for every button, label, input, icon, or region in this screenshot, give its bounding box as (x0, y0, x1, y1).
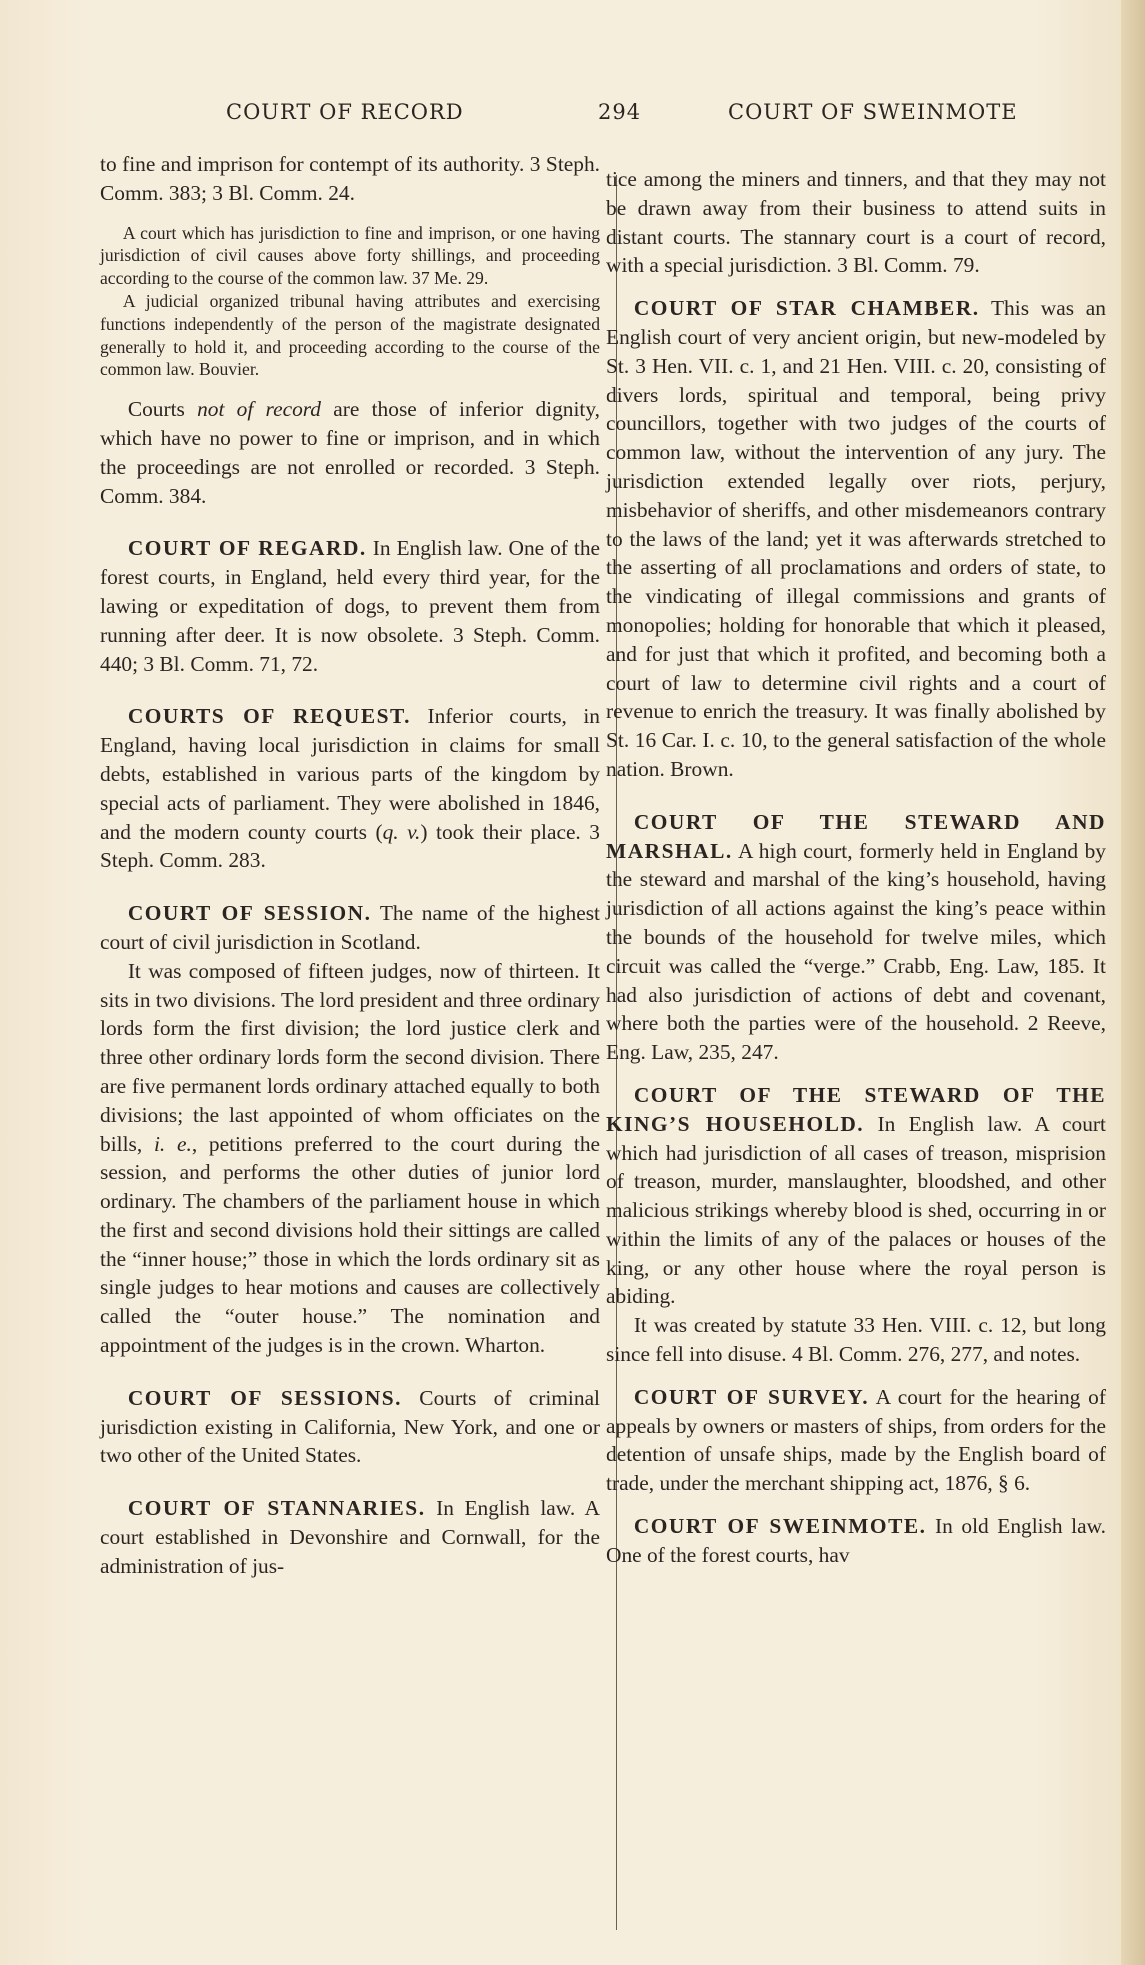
entry-court-of-regard: COURT OF REGARD. In English law. One of the forest courts, in England, held every third year, for the lawing or expeditation of dogs, to prevent them from running after deer. It is now obsolete. 3 Steph. Comm. 440; 3 Bl. Comm. 71, 72. (100, 536, 601, 676)
continued-paragraph: tice among the miners and tinners, and that they may not be drawn away from their business to attend suits in distant courts. The stannary court is a court of record, with a special jurisdiction. 3 Bl. Comm. 79. (606, 167, 1106, 278)
entry-headword: COURT OF SWEINMOTE. (633, 1514, 927, 1539)
entry-headword: COURTS OF REQUEST. (127, 704, 412, 729)
right-column (606, 165, 1106, 1570)
entry-courts-of-request: COURTS OF REQUEST. Inferior courts, in England, having local jurisdiction in claims for small debts, established in various parts of the kingdom by special acts of parliament. They were abolished in 1846, and the modern county courts (q. v.) took their place. 3 Steph. Comm. 283. (100, 704, 600, 873)
entry-headword: COURT OF SESSIONS. (127, 1385, 403, 1410)
entry-court-of-steward-and-marshal: COURT OF THE STEWARD AND MARSHAL. A high court, formerly held in England by the steward and marshal of the king’s household, having jurisdiction of all actions against the king’s peace within the bounds of the household for twelve miles, which circuit was called the “verge.” Crabb, Eng. Law, 185. It had also jurisdiction of actions of debt and covenant, where both the parties were of the household. 2 Reeve, Eng. Law, 235, 247. (606, 809, 1106, 1065)
header-left-term: COURT OF RECORD (226, 100, 464, 124)
entry-headword: COURT OF SURVEY. (633, 1384, 870, 1409)
definition-note: A judicial organized tribunal having attributes and exercising functions independently of the person of the magistrate designated generally to hold it, and proceeding according to the course of the common law. Bouvier. (100, 290, 600, 380)
entry-headword: COURT OF THE STEWARD OF THE KING’S HOUSEHOLD. (606, 1082, 1106, 1136)
entry-court-of-star-chamber: COURT OF STAR CHAMBER. This was an English court of very ancient origin, but new-modeled by St. 3 Hen. VII. c. 1, and 21 Hen. VIII. c. 20, consisting of divers lords, spiritual and temporal, being privy councillors, together with two judges of the courts of common law, without the intervention of any jury. The jurisdiction extended legally over riots, perjury, misbehavior of sheriffs, and other misdemeanors contrary to the laws of the land; yet it was afterwards stretched to the asserting of all proclamations and orders of state, to the vindicating of illegal commissions and grants of monopolies; holding for honorable that which it pleased, and for just that which it profited, and becoming both a court of law to determine civil rights and a court of revenue to enrich the treasury. It was finally abolished by St. 16 Car. I. c. 10, to the general satisfaction of the whole nation. Brown. (606, 296, 1106, 781)
entry-court-of-steward-of-household: COURT OF THE STEWARD OF THE KING’S HOUSEHOLD. In English law. A court which had jurisdiction of all cases of treason, misprision of treason, murder, manslaughter, bloodshed, and other malicious strikings whereby blood is shed, occurring in or within the limits of any of the palaces or houses of the king, or any other house where the royal person is abiding. (606, 1082, 1106, 1309)
entry-headword: COURT OF THE STEWARD AND MARSHAL. (606, 809, 1106, 863)
entry-court-of-stannaries: COURT OF STANNARIES. In English law. A court established in Devonshire and Cornwall, for the administration of jus- (100, 1496, 600, 1578)
left-column (100, 150, 600, 1581)
entry-headword: COURT OF STANNARIES. (127, 1496, 426, 1521)
entry-headword: COURT OF REGARD. (127, 536, 367, 561)
entry-headword: COURT OF STAR CHAMBER. (633, 296, 980, 321)
entry-headword: COURT OF SESSION. (127, 901, 372, 926)
entry-court-of-survey: COURT OF SURVEY. A court for the hearing of appeals by owners or masters of ships, from orders for the detention of unsafe ships, made by the English board of trade, under the merchant shipping act, 1876, § 6. (606, 1384, 1106, 1496)
entry-court-of-session: COURT OF SESSION. The name of the highest court of civil jurisdiction in Scotland. (100, 901, 600, 954)
header-right-term: COURT OF SWEINMOTE (728, 100, 1018, 124)
page-edge-shadow (1121, 0, 1145, 1965)
running-header (0, 100, 1145, 140)
entry-paragraph: It was composed of fifteen judges, now of thirteen. It sits in two divisions. The lord president and three ordinary lords form the first division; the lord justice clerk and three other ordinary lords form the second division. There are five permanent lords ordinary attached equally to both divisions; the last appointed of whom officiates on the bills, i. e., petitions preferred to the court during the session, and performs the other duties of junior lord ordinary. The chambers of the parliament house in which the first and second divisions hold their sittings are called the “inner house;” those in which the lords ordinary sit as single judges to hear motions and causes are collectively called the “outer house.” The nomination and appointment of the judges is in the crown. Wharton. (100, 958, 601, 1358)
definition-note: A court which has jurisdiction to fine and imprison, or one having jurisdiction of civil causes above forty shillings, and proceeding according to the course of the common law. 37 Me. 29. (100, 222, 600, 289)
entry-court-of-sweinmote: COURT OF SWEINMOTE. In old English law. One of the forest courts, hav (606, 1514, 1106, 1567)
entry-paragraph: It was created by statute 33 Hen. VIII. c. 12, but long since fell into disuse. 4 Bl. Comm. 276, 277, and notes. (606, 1313, 1106, 1367)
definition-paragraph: Courts not of record are those of inferior dignity, which have no power to fine or imprison, and in which the proceedings are not enrolled or recorded. 3 Steph. Comm. 384. (100, 397, 601, 508)
page-number: 294 (598, 100, 642, 124)
continued-paragraph: to fine and imprison for contempt of its authority. 3 Steph. Comm. 383; 3 Bl. Comm. 24. (100, 152, 600, 205)
entry-court-of-sessions: COURT OF SESSIONS. Courts of criminal jurisdiction existing in California, New York, and one or two other of the United States. (100, 1385, 601, 1468)
